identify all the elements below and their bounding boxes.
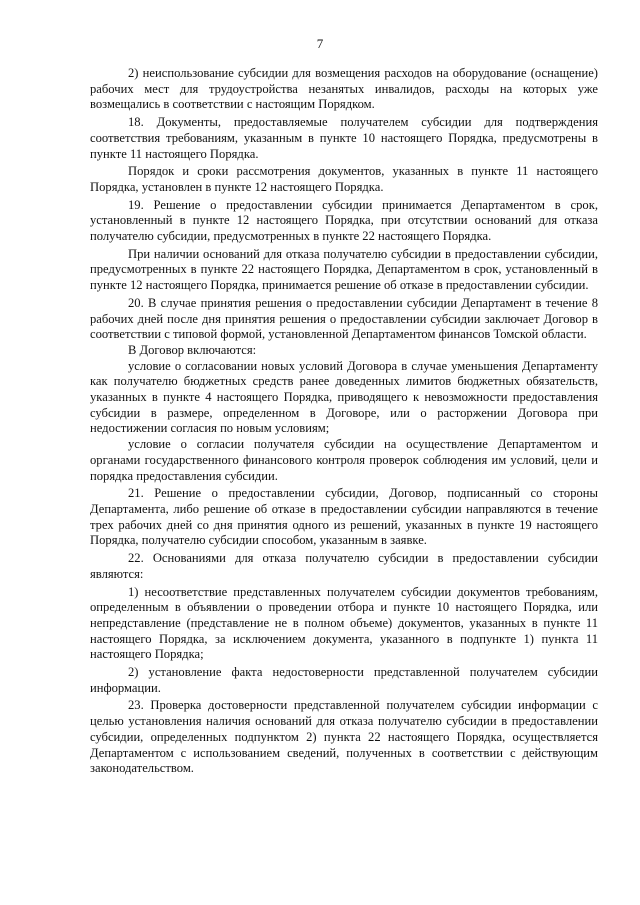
paragraph-19: 19. Решение о предоставлении субсидии принимается Департаментом в срок, установленный в пункте 12 настоящего Порядка, при отсутствии оснований для отказа получателю субсидии, предусмотренных в пункте 22 настоящего Порядка. [90, 197, 598, 244]
paragraph-22-item-1: 1) несоответствие представленных получателем субсидии документов требованиям, определенным в объявлении о проведении отбора и пункте 10 настоящего Порядка, или непредставление (представление не в полном объеме) документов, указанных в пункте 11 настоящего Порядка, за исключением документа, указанного в подпункте 1) пункта 11 настоящего Порядка; [90, 584, 598, 662]
paragraph-20-condition-limits: условие о согласовании новых условий Договора в случае уменьшения Департаменту как получателю бюджетных средств ранее доведенных лимитов бюджетных обязательств, указанных в пункте 4 настоящего Порядка, приводящего к невозможности предоставления субсидии в размере, определенном в Договоре, или о расторжении Договора при недостижении согласия по новым условиям; [90, 358, 598, 436]
paragraph-18: 18. Документы, предоставляемые получателем субсидии для подтверждения соответствия требованиям, указанным в пункте 10 настоящего Порядка, предусмотрены в пункте 11 настоящего Порядка. [90, 115, 598, 161]
paragraph-21: 21. Решение о предоставлении субсидии, Договор, подписанный со стороны Департамента, либо решение об отказе в предоставлении субсидии направляются в течение трех рабочих дней со дня принятия одного из решений, указанных в пункте 19 настоящего Порядка, получателю субсидии способом, указанным в заявке. [90, 486, 598, 548]
paragraph-17-item-2: 2) неиспользование субсидии для возмещения расходов на оборудование (оснащение) рабочих мест для трудоустройства незанятых инвалидов, расходы на которых уже возмещались в соответствии с настоящим Порядком. [90, 66, 598, 112]
paragraph-20-condition-consent: условие о согласии получателя субсидии на осуществление Департаментом и органами государственного финансового контроля проверок соблюдения им условий, цели и порядка предоставления субсидии. [90, 437, 598, 483]
paragraph-22: 22. Основаниями для отказа получателю субсидии в предоставлении субсидии являются: [90, 551, 598, 581]
page-number: 7 [316, 36, 324, 51]
paragraph-23: 23. Проверка достоверности представленной получателем субсидии информации с целью установления наличия оснований для отказа получателю субсидии в предоставлении субсидии, определенных подпунктом 2) пункта 22 настоящего Порядка, осуществляется Департаментом с использованием сведений, полученных в соответствии с действующим законодательством. [90, 698, 598, 776]
document-body [90, 66, 598, 777]
paragraph-20: 20. В случае принятия решения о предоставлении субсидии Департамент в течение 8 рабочих дней после дня принятия решения о предоставлении субсидии заключает Договор в соответствии с типовой формой, установленной Департаментом финансов Томской области. [90, 295, 598, 342]
paragraph-19-refusal: При наличии оснований для отказа получателю субсидии в предоставлении субсидии, предусмотренных в пункте 22 настоящего Порядка, Департаментом в срок, установленный в пункте 12 настоящего Порядка, принимается решение об отказе в предоставлении субсидии. [90, 246, 598, 293]
paragraph-22-item-2: 2) установление факта недостоверности представленной получателем субсидии информации. [90, 665, 598, 695]
paragraph-18-procedure: Порядок и сроки рассмотрения документов, указанных в пункте 11 настоящего Порядка, установлен в пункте 12 настоящего Порядка. [90, 164, 598, 194]
paragraph-20-includes: В Договор включаются: [128, 342, 257, 357]
